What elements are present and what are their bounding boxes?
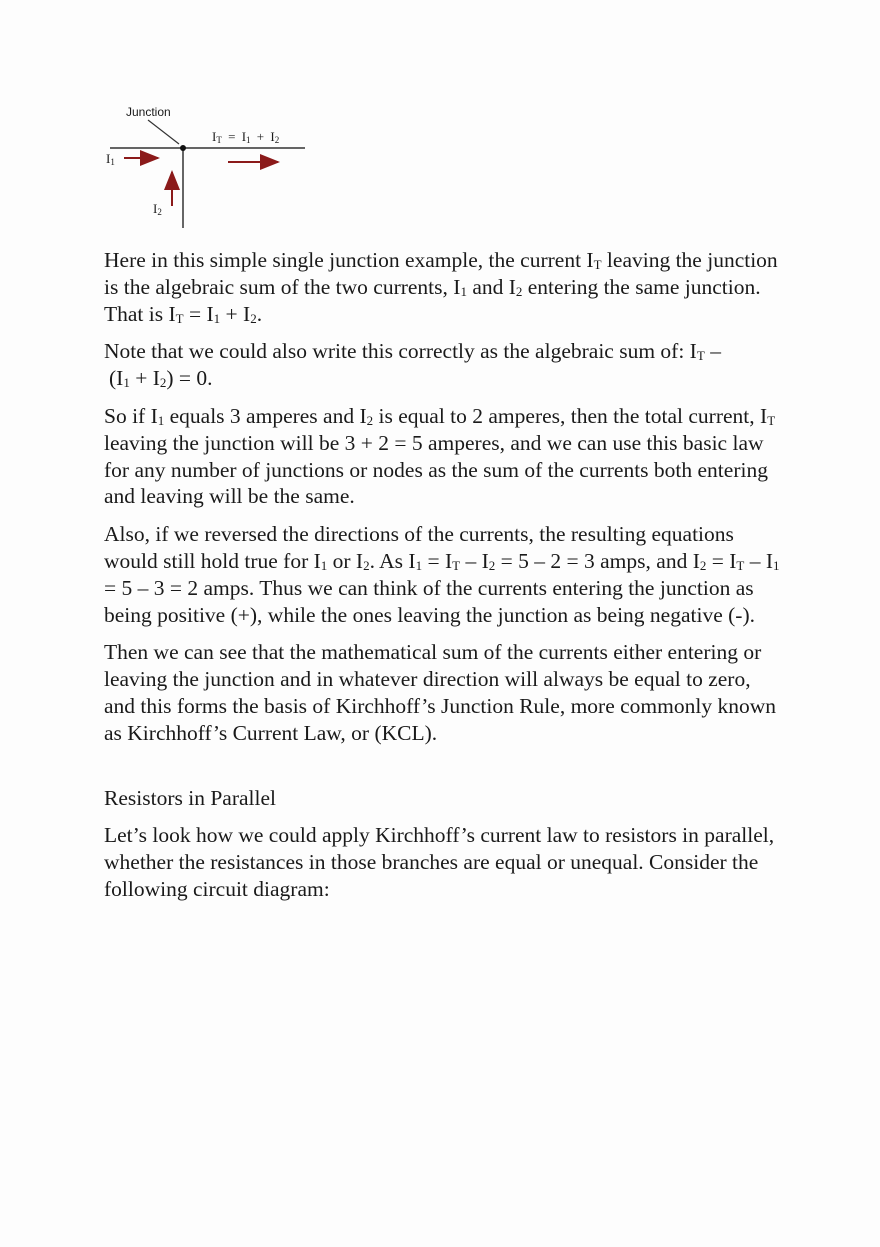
paragraph-4: Also, if we reversed the directions of the currents, the resulting equations would still hold true for $I_1$ or $I_2$. As $I_1 = I_T - I_2 = 5 - 2 = 3$ amps, and $I_2 = I_T - I_1 = 5 - 3 = 2$ amps. Thus we can think of the currents entering the junction as being positive (+), while the ones leaving the junction as being negative (-).	[104, 522, 780, 627]
junction-pointer	[148, 120, 179, 144]
i1-label	[106, 151, 115, 167]
paragraph-5: Then we can see that the mathematical sum of the currents either entering or leaving the junction and in whatever direction will always be equal to zero, and this forms the basis of Kirchhoff’s Junction Rule, more commonly known as Kirchhoff’s Current Law, or (KCL).	[104, 640, 776, 745]
junction-node	[180, 145, 186, 151]
eq-equals: =	[228, 129, 236, 144]
eq-2-sub: 2	[274, 135, 280, 145]
i1-sub: 1	[110, 157, 115, 167]
paragraph-6: Let’s look how we could apply Kirchhoff’s current law to resistors in parallel, whether the resistances in those branches are equal or unequal. Consider the following circuit diagram:	[104, 823, 775, 901]
junction-label: Junction	[126, 105, 171, 119]
eq-plus: +	[256, 129, 265, 144]
junction-diagram-svg	[100, 100, 315, 235]
paragraph-1: Here in this simple single junction example, the current $I_T$ leaving the junction is the algebraic sum of the two currents, $I_1$ and $I_2$ entering the same junction. That is $I_T = I_1 + I_2$.	[104, 248, 778, 326]
eq-i2: I	[270, 129, 275, 144]
eq-1-sub: 1	[246, 135, 251, 145]
i2-letter: I	[153, 201, 158, 216]
paragraph-2: Note that we could also write this correctly as the algebraic sum of: $I_T$ – $(I_1 + I_2) = 0$.	[104, 339, 721, 391]
section-gap	[104, 758, 784, 785]
eq-i-t: I	[212, 129, 217, 144]
i1-letter: I	[106, 151, 111, 166]
eq-i1: I	[241, 129, 247, 144]
i2-sub: 2	[157, 207, 162, 217]
i2-label	[153, 201, 162, 217]
paragraph-3: So if $I_1$ equals 3 amperes and $I_2$ is equal to 2 amperes, then the total current, $I_T$ leaving the junction will be 3 + 2 = 5 amperes, and we can use this basic law for any number of junctions or nodes as the sum of the currents both entering and leaving will be the same.	[104, 403, 776, 509]
junction-diagram	[100, 100, 315, 235]
eq-label	[212, 129, 279, 146]
eq-t-sub: T	[216, 135, 222, 145]
section-heading: Resistors in Parallel	[104, 785, 276, 810]
document-body	[104, 247, 784, 914]
